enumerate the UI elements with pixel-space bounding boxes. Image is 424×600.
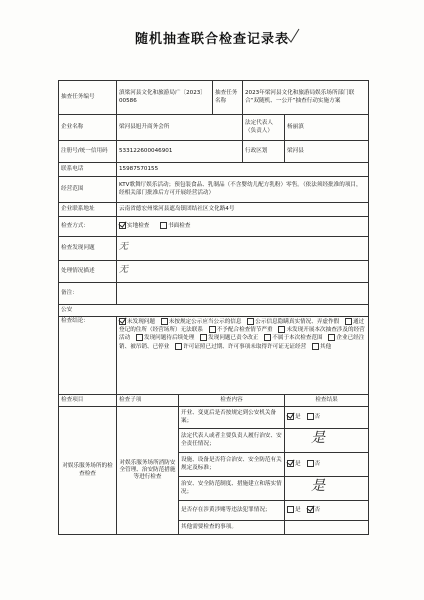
item-result-3 [285, 477, 369, 501]
method-options [117, 217, 369, 237]
reg-no-label: 注册号/统一信用码 [59, 141, 117, 163]
conclusion-checkbox[interactable] [345, 318, 352, 325]
conclusion-option-label: 不属于本次检查范围 [272, 335, 323, 342]
conclusion-option-label: 未按规定公示应当公示的信息 [168, 319, 242, 325]
result-option [287, 507, 301, 513]
conclusion-checkbox[interactable] [264, 334, 271, 341]
onsite-checkbox[interactable] [119, 222, 126, 229]
company-value: 梁河县旭升商务会所 [117, 115, 243, 141]
conclusion-option [175, 344, 306, 350]
item-content-3: 治安、安全防范制度、措施建立和落实情况； [179, 477, 285, 501]
conclusion-options [117, 317, 369, 395]
conclusion-option-label: 发现问题待后续处理 [143, 335, 195, 342]
item-project: 对娱乐服务场所的检查检查 [59, 407, 117, 535]
conclusion-checkbox[interactable] [209, 326, 216, 333]
conclusion-option [247, 319, 339, 325]
result-option [287, 414, 301, 420]
conclusion-option-label: 通过登记的住所（经营场所）无法联系 [119, 319, 365, 334]
handwritten-mark: 是 [311, 478, 325, 495]
conclusion-option-label: 其他 [320, 343, 332, 350]
result-label: 否 [314, 507, 321, 514]
conclusion-option [200, 335, 258, 341]
result-checkbox[interactable] [287, 506, 294, 513]
inspection-form-table [58, 80, 369, 535]
admin-area-label: 行政区划 [243, 141, 285, 163]
conclusion-option-label: 许可证照已过期、许可事项未取得许可证无证经营 [183, 343, 307, 350]
conclusion-option-label: 公示信息隐瞒真实情况、弄虚作假 [255, 319, 340, 325]
conclusion-checkbox[interactable] [200, 334, 207, 341]
conclusion-option-label: 未发现开展本次抽查涉及的经营活动 [119, 327, 365, 342]
result-checkbox[interactable] [307, 460, 314, 467]
conclusion-checkbox[interactable] [312, 343, 319, 350]
conclusion-checkbox[interactable] [119, 318, 126, 325]
remark-label: 备注： [59, 283, 117, 305]
header-subitem: 检查子项 [117, 395, 179, 407]
conclusion-option-label: 不予配合检查情节严重 [216, 327, 273, 334]
paper-label: 书面检查 [168, 223, 191, 230]
result-checkbox[interactable] [287, 460, 294, 467]
method-label: 检查方式： [59, 217, 117, 237]
result-option [307, 507, 321, 513]
scope-value: KTV歌舞厅娱乐活动；预包装食品、乳制品（不含婴幼儿配方乳粉）零售。（依法须经批准的项目，经相关部门批准后方可开展经营活动） [117, 177, 369, 203]
conclusion-option-label: 未发现问题 [127, 319, 155, 325]
result-label: 否 [314, 414, 321, 421]
company-label: 企业名称 [59, 115, 117, 141]
result-checkbox[interactable] [307, 506, 314, 513]
remark-value [117, 283, 369, 305]
item-result-0 [285, 407, 369, 429]
result-label: 否 [314, 461, 321, 468]
item-subitem: 对娱乐服务场所消防安全管理、治安防范措施等进行检查 [117, 407, 179, 535]
conclusion-label: 检查结论： [59, 317, 117, 395]
conclusion-checkbox[interactable] [278, 326, 285, 333]
item-content-4: 是否存在涉黄涉赌等违法犯罪情况； [179, 501, 285, 521]
conclusion-option [136, 335, 194, 341]
page-title: 随机抽查联合检查记录表 [134, 32, 289, 47]
item-result-4 [285, 501, 369, 521]
header-result: 检查结果 [285, 395, 369, 407]
result-option [307, 414, 321, 420]
legal-rep-label: 法定代表人（负责人） [243, 115, 285, 141]
item-content-2: 设施、设备是否符合治安、安全防范有关规定及标准； [179, 453, 285, 477]
conclusion-option [161, 319, 242, 325]
admin-area-value: 梁河县 [285, 141, 369, 163]
conclusion-option [209, 327, 273, 333]
check-mark-icon [286, 28, 300, 44]
result-checkbox[interactable] [287, 413, 294, 420]
task-no-label: 抽查任务编号 [59, 81, 117, 115]
legal-rep-value: 杨丽滇 [285, 115, 369, 141]
address-value: 云南省德宏州梁河县遮岛镇团结社区文化路4号 [117, 203, 369, 217]
conclusion-checkbox[interactable] [175, 343, 182, 350]
handwritten-mark: 是 [311, 430, 325, 447]
conclusion-option [312, 344, 331, 350]
conclusion-option [264, 335, 322, 341]
conclusion-option-label: 发现问题已责令改正 [208, 335, 259, 342]
result-option [287, 461, 301, 467]
problem-value: 无 [119, 242, 129, 253]
paper-checkbox[interactable] [160, 222, 167, 229]
header-project: 检查项目 [59, 395, 117, 407]
conclusion-checkbox[interactable] [161, 318, 168, 325]
conclusion-checkbox[interactable] [136, 334, 143, 341]
result-label: 是 [295, 414, 301, 421]
item-content-5: 其他需要检查的事项。 [179, 521, 285, 535]
result-label: 是 [295, 461, 301, 468]
task-title-label: 抽查任务名称 [213, 81, 243, 115]
item-content-1: 法定代表人或者主要负责人履行治安、安全责任情况； [179, 429, 285, 453]
task-title-value: 2023年梁河县文化和旅游局娱乐场所部门联合“双随机、一公开”抽查行动实施方案 [243, 81, 369, 115]
public-security-label: 公安 [59, 305, 369, 317]
problem-label: 检查发现问题 [59, 237, 117, 261]
task-no-value: 滇梁河县文化和旅游局广〔2023〕00586 [117, 81, 213, 115]
item-result-1 [285, 429, 369, 453]
phone-value: 15987570155 [117, 163, 369, 177]
item-result-5 [285, 521, 369, 535]
conclusion-option-label: 企业已经注销、被吊销、已停业 [119, 335, 365, 350]
reg-no-value: 533122600046901 [117, 141, 243, 163]
item-result-2 [285, 453, 369, 477]
result-option [307, 461, 321, 467]
conclusion-checkbox[interactable] [328, 334, 335, 341]
result-checkbox[interactable] [307, 413, 314, 420]
item-content-0: 开业、变更后是否按规定到公安机关备案； [179, 407, 285, 429]
conclusion-checkbox[interactable] [247, 318, 254, 325]
address-label: 企业联系地址 [59, 203, 117, 217]
phone-label: 联系电话 [59, 163, 117, 177]
handling-label: 处理情况描述 [59, 261, 117, 283]
conclusion-option [119, 319, 155, 325]
scope-label: 经营范围 [59, 177, 117, 203]
result-label: 是 [295, 507, 301, 514]
onsite-label: 实地检查 [127, 223, 150, 230]
header-content: 检查内容 [179, 395, 285, 407]
handling-value: 无 [119, 265, 129, 276]
